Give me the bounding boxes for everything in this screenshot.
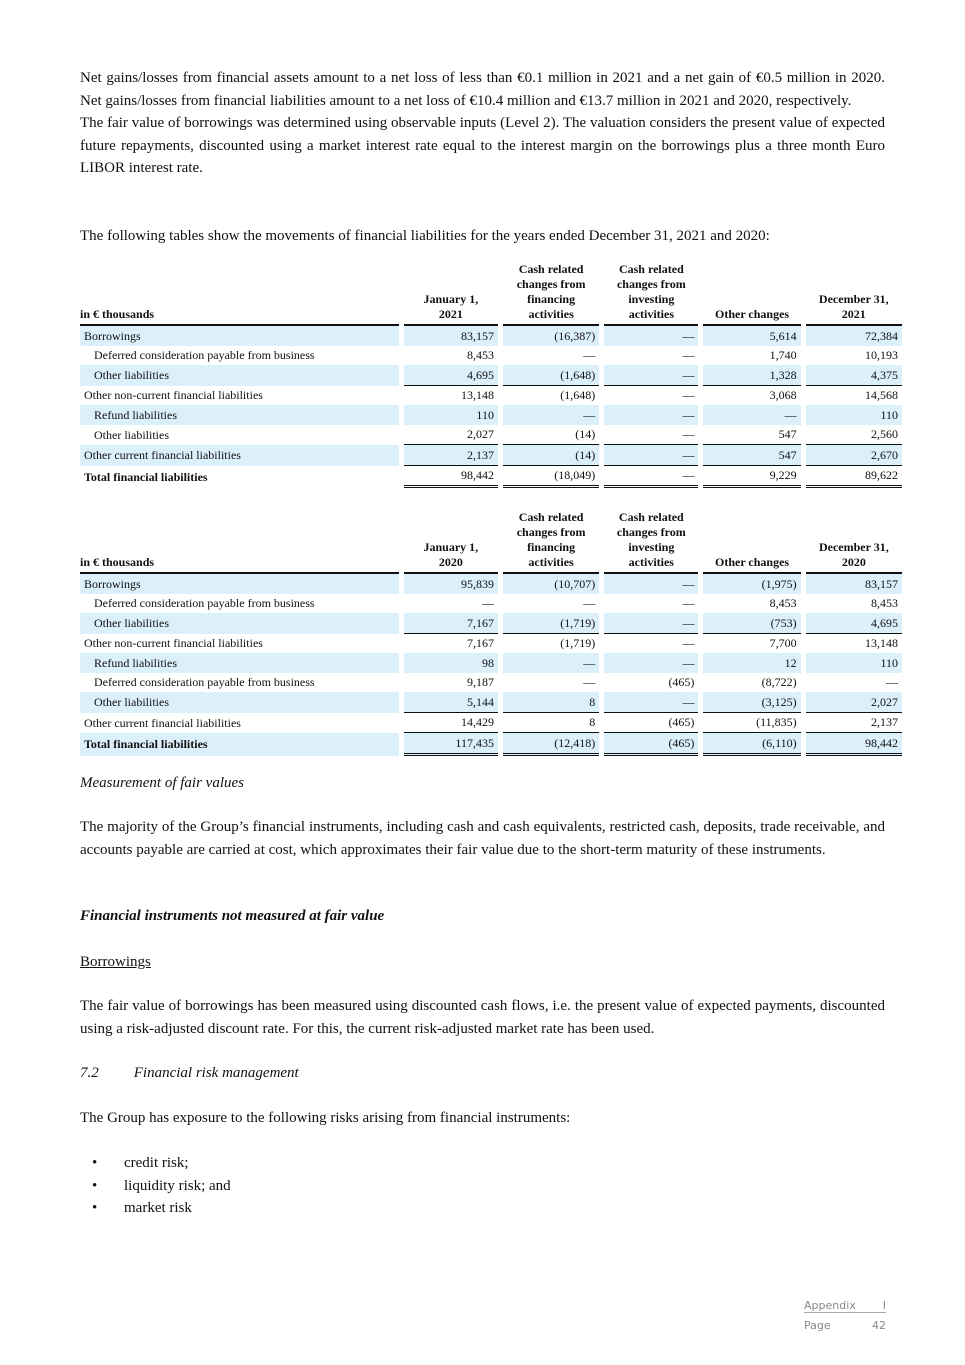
risk-list [80, 1152, 885, 1220]
table-row [80, 405, 902, 425]
cell-value: 4,375 [806, 365, 902, 386]
section-heading [80, 1062, 885, 1085]
table-row [80, 386, 902, 406]
cell-value: (11,835) [703, 713, 800, 734]
table-row [80, 653, 902, 673]
cell-value: — [604, 425, 698, 446]
table-row [80, 574, 902, 594]
fair-value-borrowings-paragraph: The fair value of borrowings was determined using observable inputs (Level 2). The valuation considers the present value of expected future repayments, discounted using a market interest rate equal to the interest margin on the borrowings plus a three month Euro LIBOR interest rate. [80, 115, 885, 177]
cell-value: (465) [604, 713, 698, 734]
column-header: in € thousands [80, 262, 399, 326]
cell-value: 12 [703, 653, 800, 673]
column-header: in € thousands [80, 510, 399, 574]
cell-value: — [604, 365, 698, 386]
table-header-row [80, 510, 902, 574]
row-label: Other liabilities [80, 613, 399, 634]
table-row [80, 346, 902, 366]
table-header-row [80, 262, 902, 326]
row-label: Other liabilities [94, 427, 169, 442]
cell-value: 2,670 [806, 445, 902, 466]
cell-value: — [583, 675, 596, 690]
cell-value: 5,614 [703, 326, 800, 346]
cell-value: 5,144 [404, 692, 498, 713]
cell-value: 4,695 [404, 365, 498, 386]
cell-value: (465) [668, 675, 695, 690]
cell-value: 8 [503, 692, 599, 713]
risk-list-container [80, 1152, 885, 1220]
page-number: 42 [872, 1319, 886, 1332]
table-row [80, 613, 902, 634]
cell-value: — [604, 445, 698, 466]
cell-value: (18,049) [503, 466, 599, 489]
table-row [80, 692, 902, 713]
table-row [80, 365, 902, 386]
cell-value: — [604, 326, 698, 346]
cell-value: 9,187 [466, 675, 494, 690]
column-header: Cash related changes from financing activities [503, 510, 599, 574]
cell-value: — [503, 405, 599, 425]
borrowings-heading: Borrowings [80, 954, 151, 970]
cell-value: 83,157 [806, 574, 902, 594]
intro-paragraphs [80, 67, 885, 180]
cell-value: 8 [503, 713, 599, 734]
measurement-heading: Measurement of fair values [80, 775, 244, 791]
cell-value: — [481, 596, 494, 611]
cell-value: — [604, 653, 698, 673]
cell-value: 4,695 [806, 613, 902, 634]
table-row [80, 733, 902, 756]
cell-value: — [604, 405, 698, 425]
cell-value: (14) [503, 425, 599, 446]
cell-value: 83,157 [404, 326, 498, 346]
cell-value: (753) [703, 613, 800, 634]
column-header: Cash related changes from investing activities [604, 510, 698, 574]
risk-intro: The Group has exposure to the following risks arising from financial instruments: [80, 1110, 571, 1126]
cell-value: (1,975) [703, 574, 800, 594]
cell-value: 14,568 [865, 388, 898, 403]
table-row [80, 673, 902, 693]
cell-value: 2,027 [404, 425, 498, 446]
cell-value: 98,442 [806, 733, 902, 756]
cell-value: — [583, 596, 596, 611]
column-header: Cash related changes from financing activities [503, 262, 599, 326]
cell-value: (16,387) [503, 326, 599, 346]
cell-value: — [682, 596, 695, 611]
row-label: Other current financial liabilities [80, 445, 399, 466]
section-number: 7.2 [80, 1065, 99, 1081]
column-header: Other changes [703, 262, 800, 326]
cell-value: — [682, 348, 695, 363]
table-row [80, 326, 902, 346]
borrowings-text: The fair value of borrowings has been measured using discounted cash flows, i.e. the present value of expected payments, discounted using a risk-adjusted discount rate. For this, the current risk-adjusted market rate has been used. [80, 998, 885, 1037]
cell-value: 8,453 [871, 596, 898, 611]
row-label: Deferred consideration payable from business [94, 675, 315, 690]
row-label: Total financial liabilities [84, 469, 208, 484]
cell-value: 9,229 [703, 466, 800, 489]
cell-value: 7,700 [769, 636, 797, 651]
column-header: January 1, 2021 [404, 262, 498, 326]
cell-value: 110 [806, 653, 902, 673]
cell-value: (1,719) [503, 613, 599, 634]
cell-value: 110 [806, 405, 902, 425]
cell-value: — [604, 692, 698, 713]
cell-value: (14) [503, 445, 599, 466]
cell-value: (1,648) [560, 388, 596, 403]
column-header: Cash related changes from investing activities [604, 262, 698, 326]
cell-value: 547 [703, 425, 800, 446]
cell-value: 8,453 [466, 348, 494, 363]
cell-value: (1,719) [560, 636, 596, 651]
column-header: January 1, 2020 [404, 510, 498, 574]
cell-value: 2,137 [806, 713, 902, 734]
cell-value: 10,193 [865, 348, 898, 363]
page-label: Page [804, 1319, 831, 1332]
cell-value: 13,148 [460, 388, 494, 403]
cell-value: 95,839 [404, 574, 498, 594]
row-label: Deferred consideration payable from business [94, 596, 315, 611]
table-row [80, 466, 902, 489]
cell-value: (6,110) [703, 733, 800, 756]
column-header: December 31, 2021 [806, 262, 902, 326]
row-label: Other non-current financial liabilities [84, 388, 263, 403]
row-label: Deferred consideration payable from business [94, 348, 315, 363]
row-label: Borrowings [80, 574, 399, 594]
cell-value: 72,384 [806, 326, 902, 346]
cell-value: 2,560 [806, 425, 902, 446]
cell-value: — [604, 574, 698, 594]
section-title: Financial risk management [133, 1065, 299, 1081]
risk-list-item: • market risk [80, 1197, 885, 1220]
cell-value: 8,453 [769, 596, 797, 611]
cell-value: — [604, 466, 698, 489]
row-label: Refund liabilities [80, 653, 399, 673]
row-label: Other liabilities [80, 365, 399, 386]
cell-value: (3,125) [703, 692, 800, 713]
row-label: Total financial liabilities [80, 733, 399, 756]
cell-value: 547 [703, 445, 800, 466]
cell-value: — [604, 613, 698, 634]
table-row [80, 594, 902, 614]
row-label: Refund liabilities [80, 405, 399, 425]
financial-liabilities-table-2021 [75, 262, 907, 488]
row-label: Borrowings [80, 326, 399, 346]
table-row [80, 425, 902, 446]
cell-value: 117,435 [404, 733, 498, 756]
cell-value: (465) [604, 733, 698, 756]
cell-value: 1,328 [703, 365, 800, 386]
financial-liabilities-table-2020 [75, 510, 907, 756]
row-label: Other non-current financial liabilities [84, 636, 263, 651]
cell-value: (8,722) [761, 675, 797, 690]
cell-value: — [703, 405, 800, 425]
cell-value: — [682, 636, 695, 651]
row-label: Other liabilities [80, 692, 399, 713]
cell-value: — [886, 675, 898, 690]
page-footer [804, 1298, 886, 1338]
cell-value: 7,167 [466, 636, 494, 651]
appendix-value: I [882, 1299, 886, 1312]
cell-value: — [583, 348, 596, 363]
column-header: Other changes [703, 510, 800, 574]
cell-value: (12,418) [503, 733, 599, 756]
risk-list-item: • credit risk; [80, 1152, 885, 1175]
not-fair-value-heading: Financial instruments not measured at fair value [80, 908, 385, 924]
cell-value: — [503, 653, 599, 673]
cell-value: 110 [404, 405, 498, 425]
cell-value: 14,429 [404, 713, 498, 734]
cell-value: 13,148 [865, 636, 898, 651]
cell-value: 98,442 [404, 466, 498, 489]
tables-intro: The following tables show the movements of financial liabilities for the years ended December 31, 2021 and 2020: [80, 228, 770, 244]
net-gains-paragraph: Net gains/losses from financial assets amount to a net loss of less than €0.1 million in 2021 and a net gain of €0.5 million in 2020. Net gains/losses from financial liabilities amount to a net loss of €10.4 million and €13.7 million in 2021 and 2020, respectively. [80, 70, 885, 109]
cell-value: 7,167 [404, 613, 498, 634]
cell-value: 1,740 [769, 348, 797, 363]
row-label: Other current financial liabilities [84, 715, 241, 730]
measurement-text: The majority of the Group’s financial instruments, including cash and cash equivalents, restricted cash, deposits, trade receivable, and accounts payable are carried at cost, which approximates their fair value due to the short-term maturity of these instruments. [80, 819, 885, 858]
appendix-label: Appendix [804, 1299, 856, 1312]
cell-value: — [682, 388, 695, 403]
column-header: December 31, 2020 [806, 510, 902, 574]
cell-value: 98 [404, 653, 498, 673]
table-row [80, 445, 902, 466]
cell-value: 89,622 [806, 466, 902, 489]
cell-value: 2,137 [404, 445, 498, 466]
table-row [80, 634, 902, 654]
risk-list-item: • liquidity risk; and [80, 1175, 885, 1198]
cell-value: 3,068 [769, 388, 797, 403]
cell-value: (10,707) [503, 574, 599, 594]
cell-value: 2,027 [806, 692, 902, 713]
cell-value: (1,648) [503, 365, 599, 386]
table-row [80, 713, 902, 734]
